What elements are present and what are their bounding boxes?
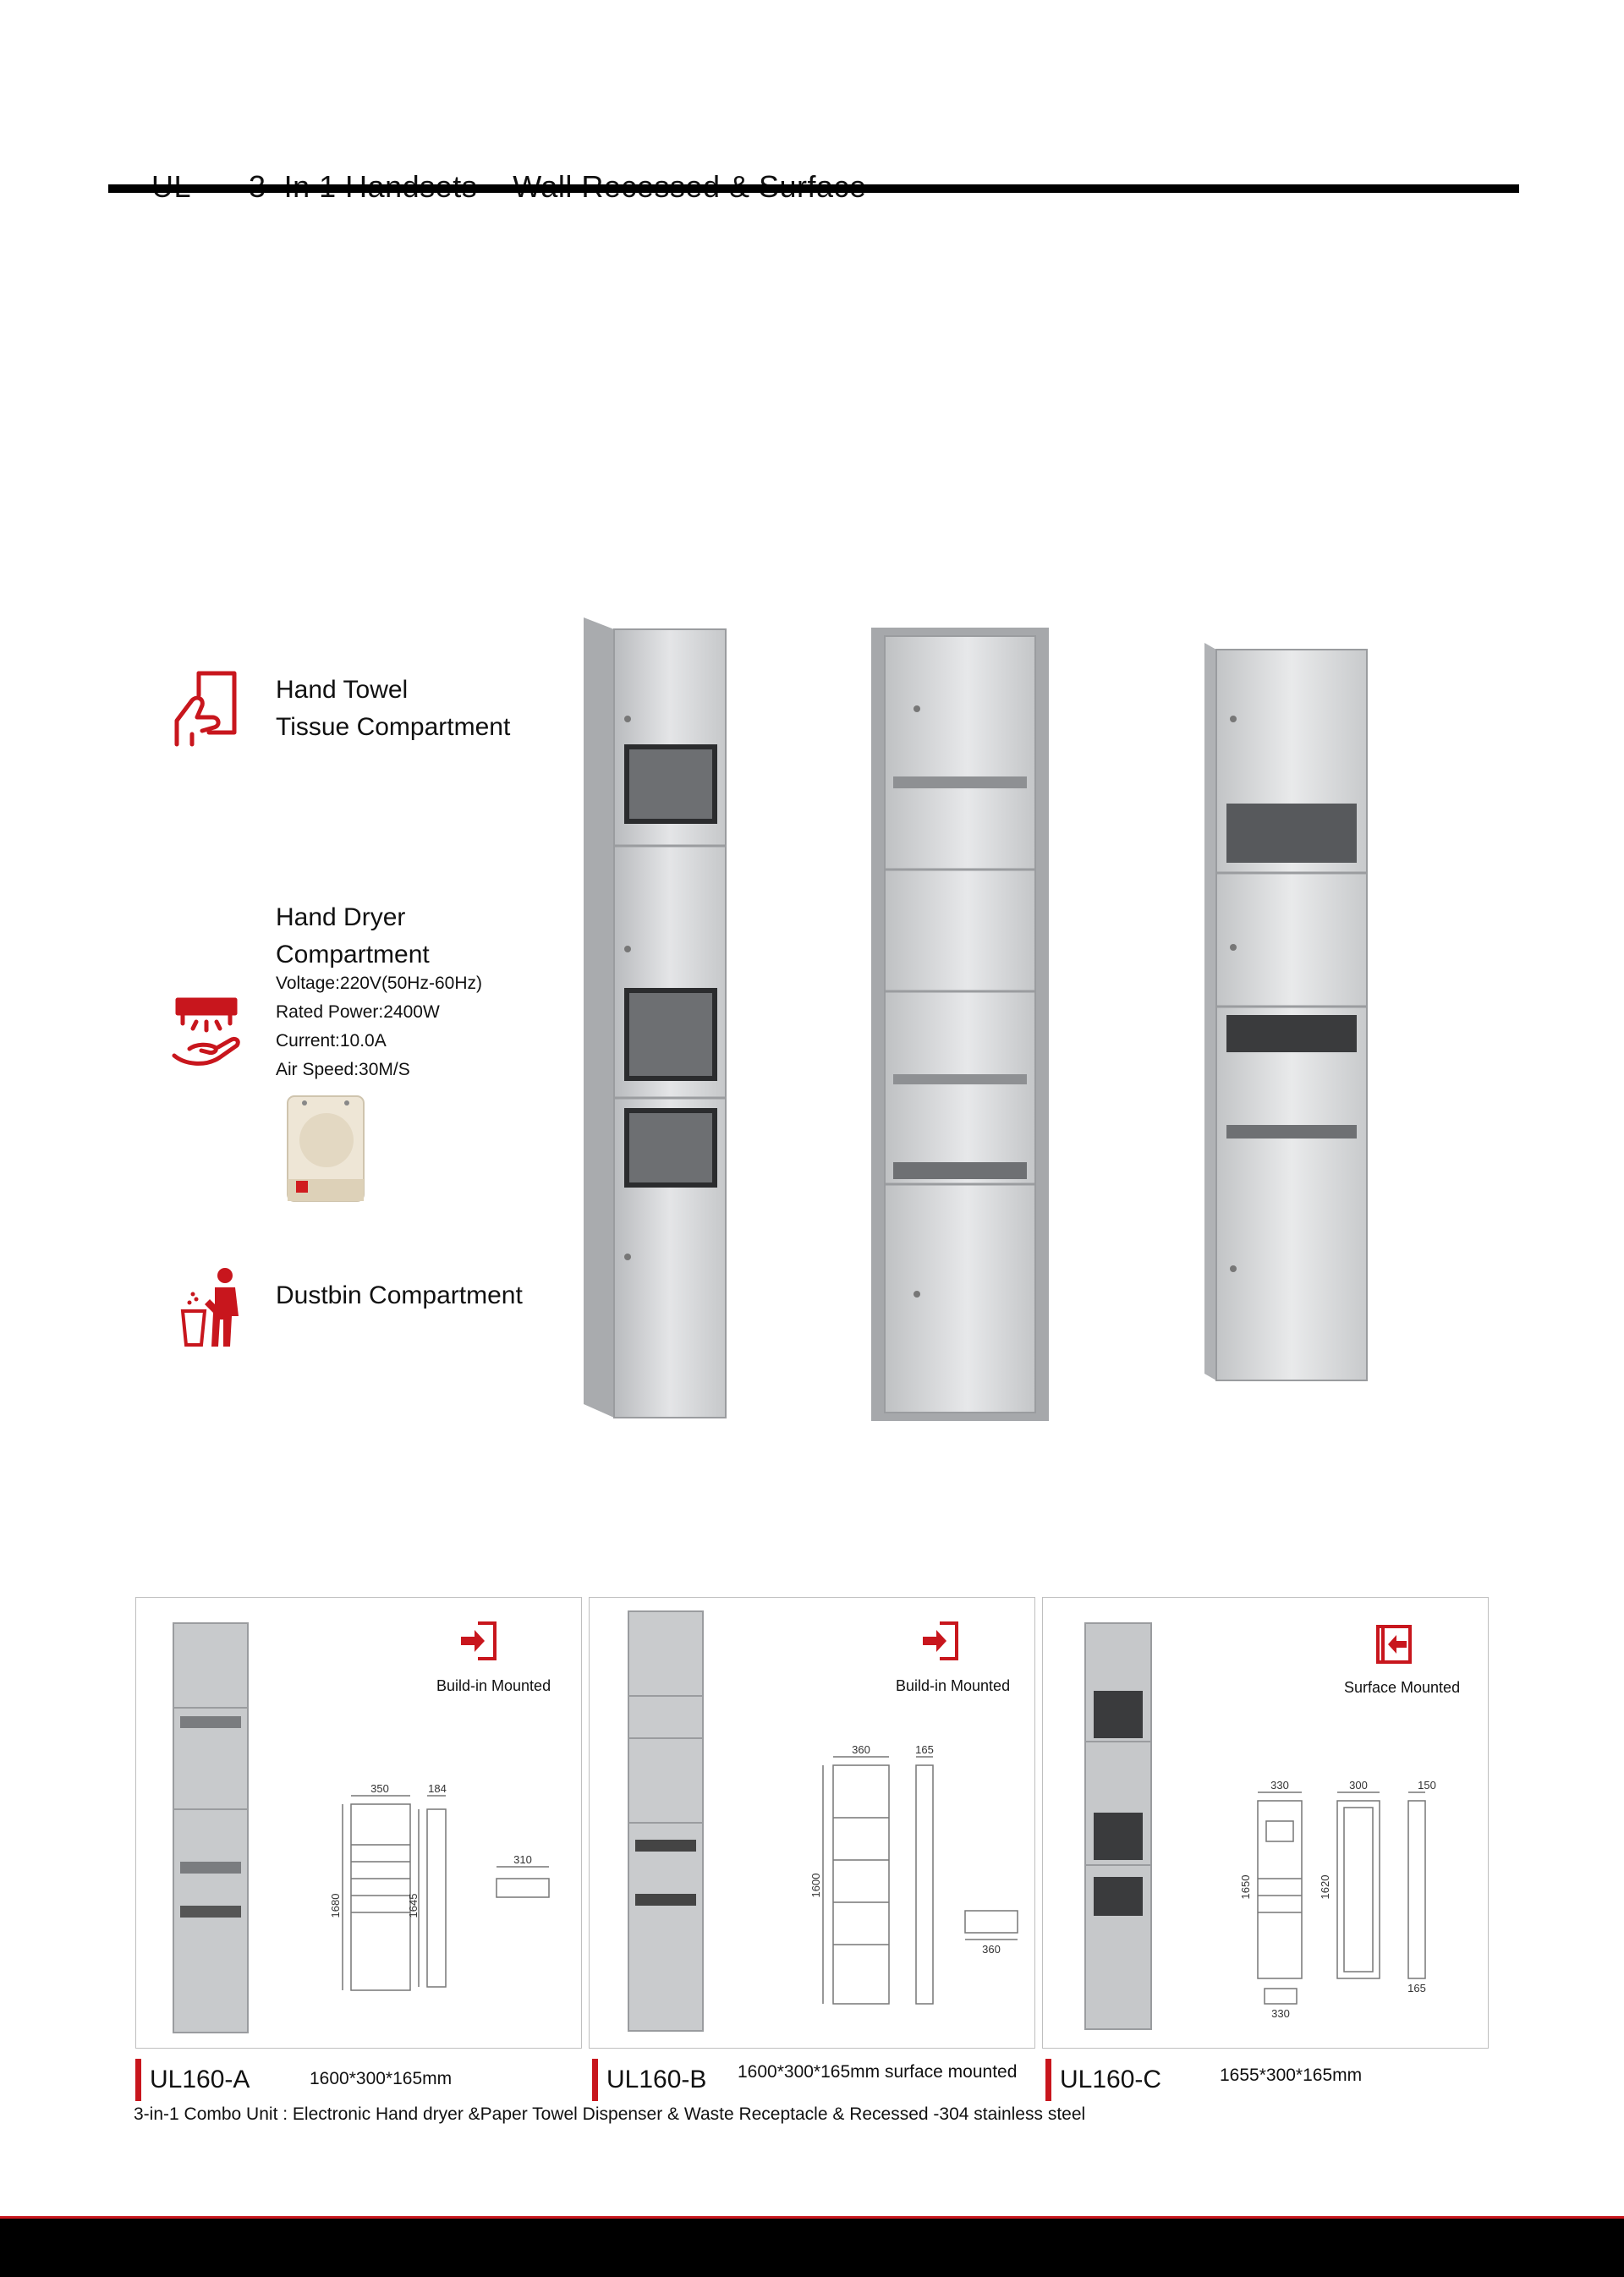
feature-dryer-text: Hand Dryer Compartment — [276, 903, 430, 968]
dim-height: 1600 — [809, 1873, 822, 1898]
product-image-recessed — [580, 617, 729, 1418]
feature-towel-text: Hand Towel Tissue Compartment — [276, 676, 511, 741]
spec-panel-a — [135, 1597, 582, 2049]
spec-power: Rated Power:2400W — [276, 1002, 440, 1022]
build-in-mounted-icon — [919, 1620, 962, 1662]
mount-label: Build-in Mounted — [896, 1677, 1011, 1694]
product-image-surface — [1204, 643, 1370, 1380]
model-label-b: UL160-B — [592, 2059, 706, 2101]
dustbin-icon — [179, 1265, 247, 1348]
hand-dryer-photo — [279, 1091, 372, 1210]
build-in-mounted-icon — [458, 1620, 500, 1662]
hand-dryer-icon — [171, 996, 240, 1069]
product-image-build-in — [871, 628, 1049, 1421]
mount-label: Surface Mounted — [1344, 1679, 1461, 1696]
spec-air-speed: Air Speed:30M/S — [276, 1060, 410, 1079]
feature-dustbin-text: Dustbin Compartment — [276, 1281, 523, 1309]
spec-panel-b — [589, 1597, 1035, 2049]
surface-mounted-icon — [1373, 1623, 1415, 1665]
mount-label: Build-in Mounted — [436, 1677, 551, 1694]
dim-width: 330 — [1270, 1779, 1289, 1791]
dim-depth-bottom: 165 — [1407, 1982, 1426, 1994]
dim-bin-width: 310 — [513, 1853, 532, 1866]
dim-base-width: 330 — [1271, 2007, 1290, 2020]
dim-height: 1680 — [329, 1893, 342, 1918]
dim-depth: 165 — [915, 1743, 934, 1756]
hand-towel-icon — [173, 670, 246, 748]
dimension-drawing — [329, 1779, 564, 2007]
dim-depth: 184 — [428, 1782, 447, 1795]
spec-current: Current:10.0A — [276, 1031, 387, 1051]
mini-cabinet-image — [168, 1623, 253, 2033]
model-label-c: UL160-C — [1045, 2059, 1161, 2101]
dim-depth: 150 — [1418, 1779, 1436, 1791]
model-dims-a: 1600*300*165mm — [310, 2069, 453, 2088]
dim-frame-height: 1620 — [1319, 1874, 1331, 1900]
dim-frame-width: 300 — [1349, 1779, 1368, 1791]
mini-cabinet-image — [625, 1611, 706, 2031]
header-rule — [108, 184, 1519, 193]
dimension-drawing — [809, 1742, 1024, 2021]
dimension-drawing — [1239, 1777, 1468, 2022]
dim-width: 360 — [852, 1743, 870, 1756]
dryer-spec-list — [276, 969, 482, 1084]
dim-height-inner: 1645 — [407, 1893, 420, 1918]
dim-height: 1650 — [1239, 1874, 1252, 1900]
dim-width: 350 — [370, 1782, 389, 1795]
spec-panel-c — [1042, 1597, 1489, 2049]
page-header — [134, 134, 867, 205]
footer-bar — [0, 2219, 1624, 2277]
model-dims-c: 1655*300*165mm — [1220, 2066, 1363, 2085]
dim-bin-width: 360 — [982, 1943, 1001, 1956]
product-description: 3-in-1 Combo Unit : Electronic Hand dryer &Paper Towel Dispenser & Waste Receptacle & Recessed -304 stainless steel — [134, 2104, 1086, 2124]
spec-voltage: Voltage:220V(50Hz-60Hz) — [276, 974, 482, 993]
model-dims-b: 1600*300*165mm surface mounted — [738, 2062, 1018, 2082]
mini-cabinet-image — [1082, 1623, 1155, 2029]
model-label-a: UL160-A — [135, 2059, 250, 2101]
